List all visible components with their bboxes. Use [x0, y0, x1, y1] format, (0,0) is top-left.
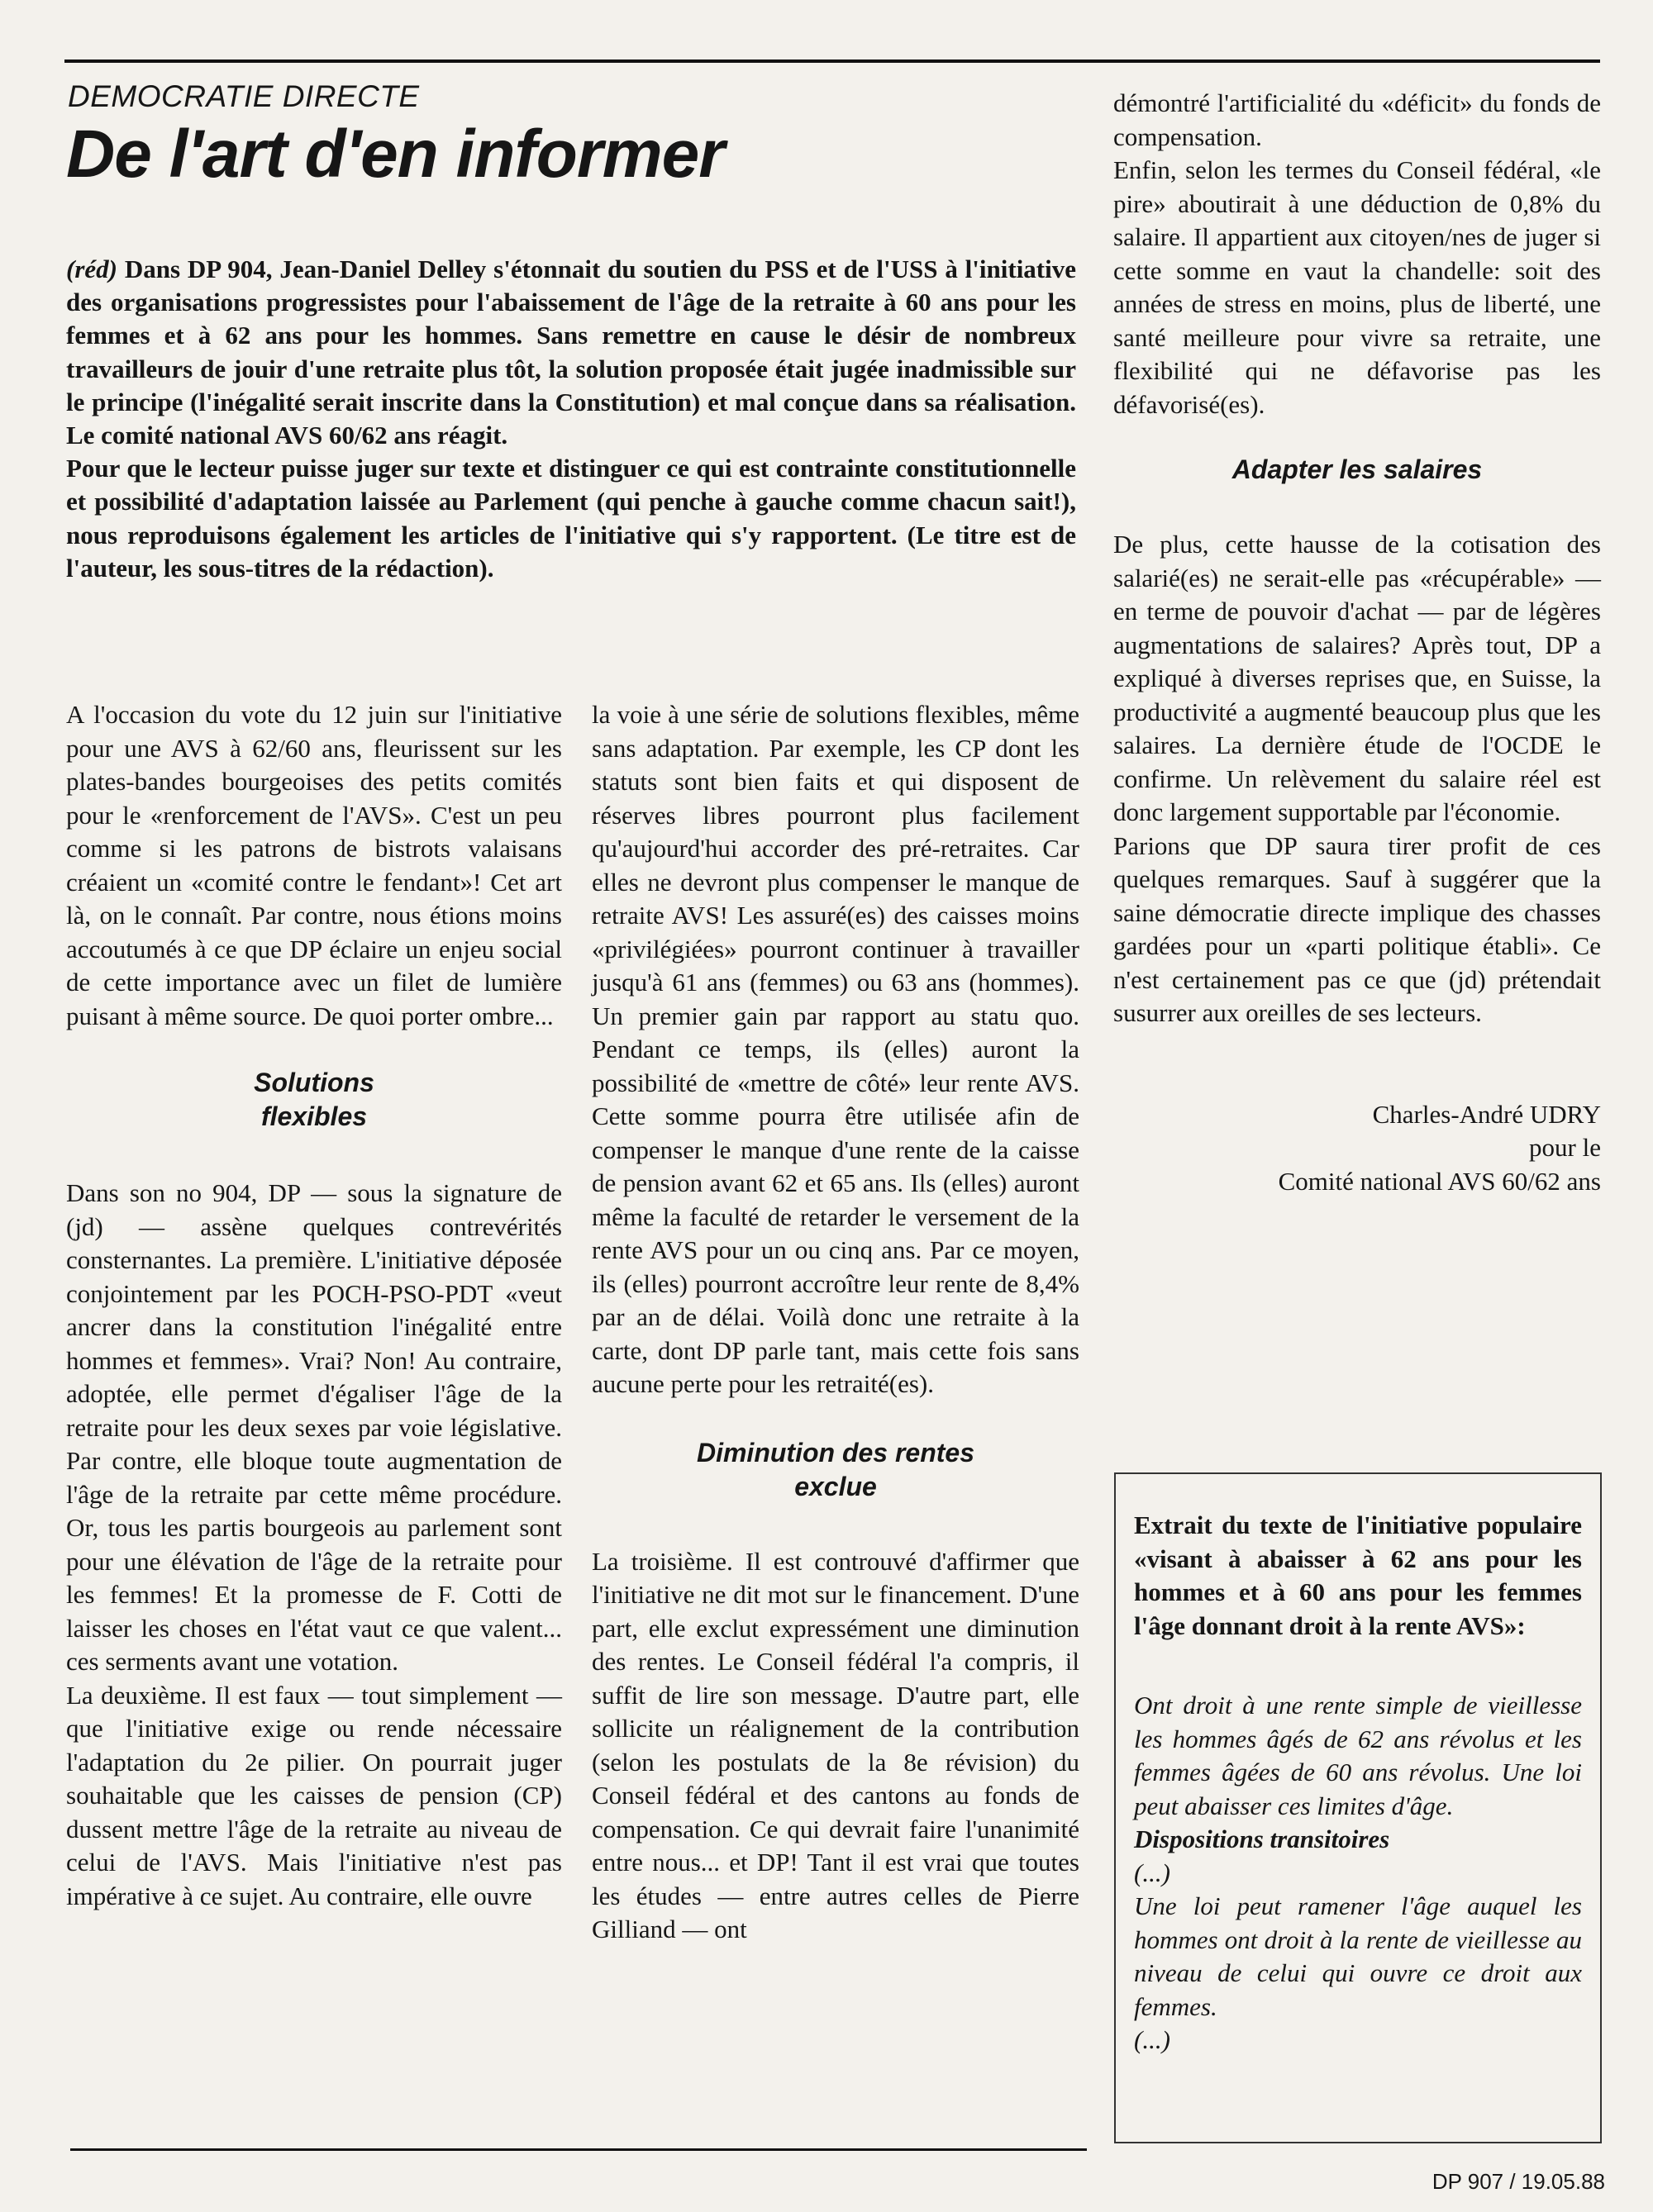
box-paragraph: Une loi peut ramener l'âge auquel les hommes ont droit à la rente de vieillesse au niveau de celui qui ouvre ce droit aux femmes.	[1134, 1891, 1582, 2021]
initiative-extract-box	[1114, 1472, 1602, 2143]
section-label: DEMOCRATIE DIRECTE	[68, 79, 420, 113]
column-2	[592, 698, 1079, 1947]
subheading-line: exclue	[794, 1471, 877, 1501]
subheading-solutions	[66, 1066, 562, 1134]
subheading-line: Solutions	[254, 1068, 374, 1097]
intro-paragraph-2: Pour que le lecteur puisse juger sur texte et distinguer ce qui est contrainte constitutionnelle et possibilité d'adaptation laissée au Parlement (qui penche à gauche comme chacun sait!), nous reproduisons également les articles de l'initiative qui s'y rapportent. (Le titre est de l'auteur, les sous-titres de la rédaction).	[66, 454, 1076, 583]
box-ellipsis: (...)	[1134, 1858, 1170, 1887]
box-ellipsis: (...)	[1134, 2025, 1170, 2054]
intro-tag: (réd)	[66, 254, 117, 283]
subheading-line: Diminution des rentes	[696, 1437, 975, 1468]
intro-paragraph	[66, 253, 1076, 452]
body-paragraph: Dans son no 904, DP — sous la signature de (jd) — assène quelques contrevérités consternantes. La première. L'initiative déposée conjointement par les POCH-PSO-PDT «veut ancrer dans la constitution l'inégalité entre hommes et femmes». Vrai? Non! Au contraire, adoptée, elle permet d'égaliser l'âge de la retraite pour les deux sexes par voie législative. Par contre, elle bloque toute augmentation de l'âge de la retraite par cette même procédure. Or, tous les partis bourgeois au parlement sont pour une élévation de l'âge de la retraite pour les femmes! Et la promesse de F. Cotti de laisser les choses en l'état vaut ce que valent... ces serments avant une votation.	[66, 1178, 562, 1676]
intro-block	[66, 253, 1076, 585]
box-body	[1134, 1689, 1582, 2057]
signature-line: pour le	[1529, 1133, 1601, 1162]
top-rule	[64, 59, 1600, 63]
body-paragraph: De plus, cette hausse de la cotisation des salarié(es) ne serait-elle pas «récupérable» — en terme de pouvoir d'achat — par de légères augmentations de salaires? Après tout, DP a expliqué à diverses reprises que, en Suisse, la productivité a augmenté beaucoup plus que les salaires. La dernière étude de l'OCDE le confirme. Un relèvement du salaire réel est donc largement supportable par l'économie.	[1113, 530, 1601, 826]
intro-text: Dans DP 904, Jean-Daniel Delley s'étonnait du soutien du PSS et de l'USS à l'initiative des organisations progressistes pour l'abaissement de l'âge de la retraite à 60 ans pour les femmes et à 62 ans pour les hommes. Sans remettre en cause le désir de nombreux travailleurs de jouir d'une retraite plus tôt, la solution proposée était jugée inadmissible sur le principe (l'inégalité serait inscrite dans la Constitution) et mal conçue dans sa réalisation. Le comité national AVS 60/62 ans réagit.	[66, 254, 1077, 450]
box-label: Dispositions transitoires	[1134, 1824, 1390, 1853]
column-3	[1113, 87, 1601, 1198]
body-paragraph: Parions que DP saura tirer profit de ces quelques remarques. Sauf à suggérer que la saine démocratie directe implique des chasses gardées pour un «parti politique établi». Ce n'est certainement pas ce que (jd) prétendait susurrer aux oreilles de ses lecteurs.	[1113, 830, 1601, 1027]
body-paragraph: la voie à une série de solutions flexibles, même sans adaptation. Par exemple, les CP dont les statuts sont bien faits et qui disposent de réserves libres pourront plus facilement qu'aujourd'hui accorder des pré-retraites. Car elles ne devront plus compenser le manque de retraite AVS! Les assuré(es) des caisses moins «privilégiées» pourront continuer à travailler jusqu'à 61 ans (femmes) ou 63 ans (hommes). Un premier gain par rapport au statu quo. Pendant ce temps, ils (elles) auront la possibilité de «mettre de côté» leur rente AVS. Cette somme pourra être utilisée afin de compenser le manque d'une rente de la caisse de pension avant 62 et 65 ans. Ils (elles) auront même la faculté de retarder le versement de la rente AVS pour un ou cinq ans. Par ce moyen, ils (elles) pourront accroître leur rente de 8,4% par an de délai. Voilà donc une retraite à la carte, dont DP parle tant, mais cette fois sans aucune perte pour les retraité(es).	[592, 700, 1079, 1398]
article-title: De l'art d'en informer	[66, 117, 725, 192]
box-paragraph: Ont droit à une rente simple de vieillesse les hommes âgés de 62 ans révolus et les femmes âgées de 60 ans révolus. Une loi peut abaisser ces limites d'âge.	[1134, 1691, 1582, 1820]
signature-committee: Comité national AVS 60/62 ans	[1278, 1166, 1601, 1196]
signature	[1113, 1098, 1601, 1199]
subheading-line: flexibles	[260, 1101, 368, 1131]
box-heading: Extrait du texte de l'initiative populaire «visant à abaisser à 62 ans pour les hommes et à 60 ans pour les femmes l'âge donnant droit à la rente AVS»:	[1134, 1510, 1582, 1640]
column-1	[66, 698, 562, 1913]
body-paragraph: La troisième. Il est controuvé d'affirmer que l'initiative ne dit mot sur le financement. D'une part, elle exclut expressément une diminution des rentes. Le Conseil fédéral l'a compris, il suffit de lire son message. D'autre part, elle sollicite un réalignement de la contribution (selon les postulats de la 8e révision) du Conseil fédéral et des cantons au fonds de compensation. Ce qui devrait faire l'unanimité entre nous... et DP! Tant il est vrai que toutes les études — entre autres celles de Pierre Gilliand — ont	[592, 1546, 1079, 1943]
body-paragraph: La deuxième. Il est faux — tout simplement — que l'initiative exige ou rende nécessaire l'adaptation du 2e pilier. On pourrait juger souhaitable que les caisses de pension (CP) dussent mettre l'âge de la retraite au niveau de celui de l'AVS. Mais l'initiative n'est pas impérative à ce sujet. Au contraire, elle ouvre	[66, 1680, 562, 1910]
signature-name: Charles-André UDRY	[1372, 1099, 1601, 1129]
body-paragraph: A l'occasion du vote du 12 juin sur l'initiative pour une AVS à 62/60 ans, fleurissent sur les plates-bandes bourgeoises des petits comités pour le «renforcement de l'AVS». C'est un peu comme si les patrons de bistrots valaisans créaient un «comité contre le fendant»! Cet art là, on le connaît. Par contre, nous étions moins accoutumés à ce que DP éclaire un enjeu social de cette importance avec un filet de lumière puisant à même source. De quoi porter ombre...	[66, 700, 562, 1030]
bottom-rule	[70, 2148, 1087, 2151]
subheading-salaires: Adapter les salaires	[1231, 454, 1483, 484]
issue-footer: DP 907 / 19.05.88	[1431, 2169, 1605, 2194]
body-paragraph: démontré l'artificialité du «déficit» du fonds de compensation.	[1113, 88, 1601, 151]
subheading-diminution	[592, 1436, 1079, 1504]
body-paragraph: Enfin, selon les termes du Conseil fédéral, «le pire» aboutirait à une déduction de 0,8% du salaire. Il appartient aux citoyen/nes de juger si cette somme en vaut la chandelle: soit des années de stress en moins, plus de liberté, une santé meilleure pour vivre sa retraite, une flexibilité qui ne défavorise pas les défavorisé(es).	[1113, 155, 1601, 419]
